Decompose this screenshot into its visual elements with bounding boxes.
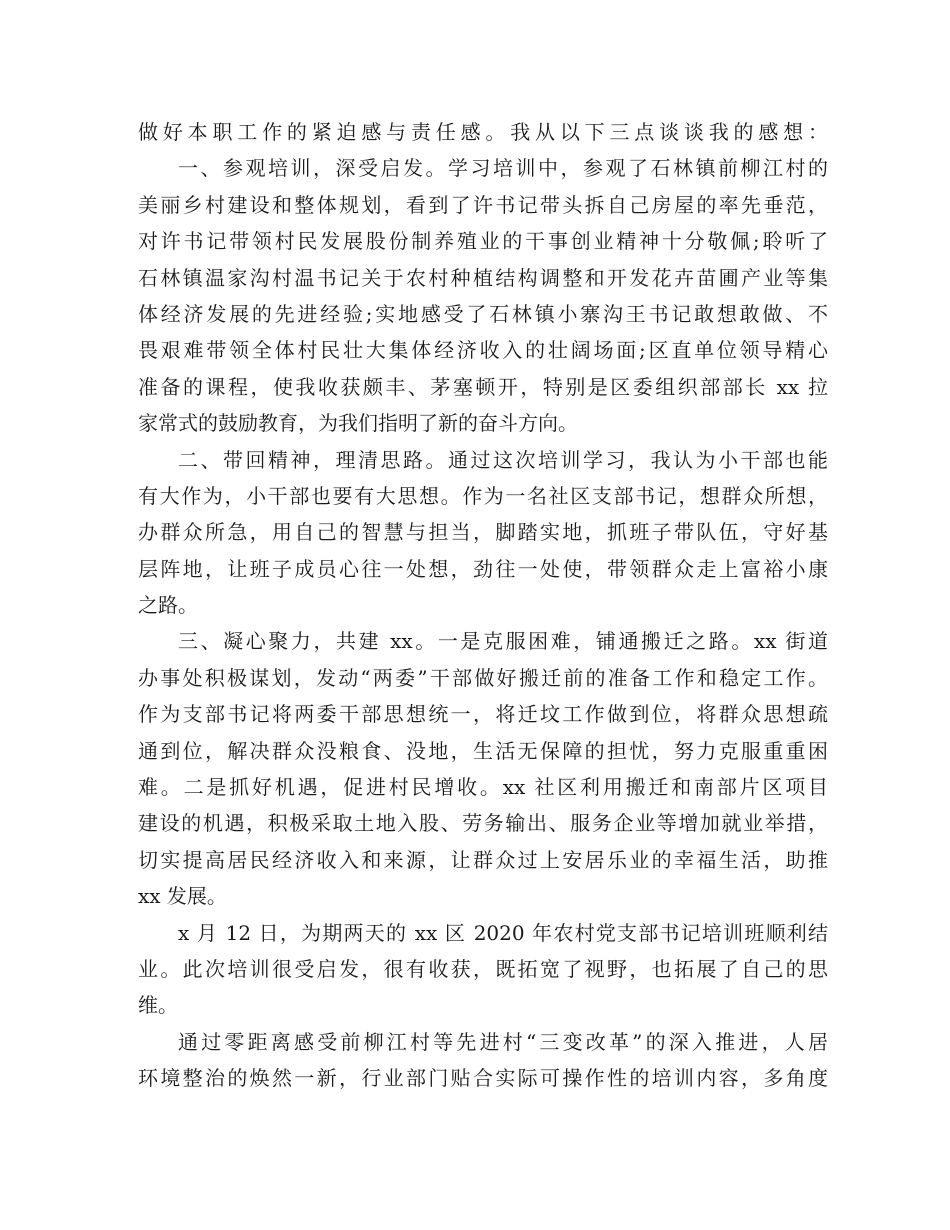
text-line: 体经济发展的先进经验;实地感受了石林镇小寨沟王书记敢想敢做、不 <box>138 301 828 326</box>
text-line: 办事处积极谋划，发动“两委”干部做好搬迁前的准备工作和稳定工作。 <box>138 665 828 690</box>
text-line: 建设的机遇，积极采取土地入股、劳务输出、服务企业等增加就业举措， <box>138 811 828 836</box>
text-line: 通到位，解决群众没粮食、没地，生活无保障的担忧，努力克服重重困 <box>138 738 828 763</box>
text-line: 办群众所急，用自己的智慧与担当，脚踏实地，抓班子带队伍，守好基 <box>138 520 828 545</box>
text-line: 家常式的鼓励教育，为我们指明了新的奋斗方向。 <box>138 411 578 436</box>
document-page <box>138 114 828 1097</box>
text-line: 准备的课程，使我收获颇丰、茅塞顿开，特别是区委组织部部长 xx 拉 <box>138 374 828 399</box>
text-line: 作为支部书记将两委干部思想统一，将迁坟工作做到位，将群众思想疏 <box>138 702 828 727</box>
text-line: 层阵地，让班子成员心往一处想，劲往一处使，带领群众走上富裕小康 <box>138 556 828 581</box>
text-line: 畏艰难带领全体村民壮大集体经济收入的壮阔场面;区直单位领导精心 <box>138 338 828 363</box>
text-line: xx 发展。 <box>138 884 227 909</box>
text-line: 业。此次培训很受启发，很有收获，既拓宽了视野，也拓展了自己的思 <box>138 956 828 981</box>
text-line: 美丽乡村建设和整体规划，看到了许书记带头拆自己房屋的率先垂范， <box>138 192 828 217</box>
paragraph-5-start: 通过零距离感受前柳江村等先进村“三变改革”的深入推进，人居 <box>178 1029 828 1054</box>
text-line: 环境整治的焕然一新，行业部门贴合实际可操作性的培训内容，多角度 <box>138 1066 828 1091</box>
text-line: 做好本职工作的紧迫感与责任感。我从以下三点谈谈我的感想： <box>138 120 828 144</box>
text-line: 难。二是抓好机遇，促进村民增收。xx 社区利用搬迁和南部片区项目 <box>138 775 828 800</box>
paragraph-3-start: 三、凝心聚力，共建 xx。一是克服困难，铺通搬迁之路。xx 街道 <box>178 629 828 654</box>
paragraph-1-start: 一、参观培训，深受启发。学习培训中，参观了石林镇前柳江村的 <box>178 156 828 181</box>
text-line: 有大作为，小干部也要有大思想。作为一名社区支部书记，想群众所想， <box>138 483 828 508</box>
paragraph-4-start: x 月 12 日，为期两天的 xx 区 2020 年农村党支部书记培训班顺利结 <box>178 920 828 945</box>
text-line: 之路。 <box>138 593 198 618</box>
paragraph-2-start: 二、带回精神，理清思路。通过这次培训学习，我认为小干部也能 <box>178 447 828 472</box>
text-line: 切实提高居民经济收入和来源，让群众过上安居乐业的幸福生活，助推 <box>138 847 828 872</box>
text-line: 维。 <box>138 993 178 1018</box>
text-line: 对许书记带领村民发展股份制养殖业的干事创业精神十分敬佩;聆听了 <box>138 229 828 254</box>
text-line: 石林镇温家沟村温书记关于农村种植结构调整和开发花卉苗圃产业等集 <box>138 265 828 290</box>
